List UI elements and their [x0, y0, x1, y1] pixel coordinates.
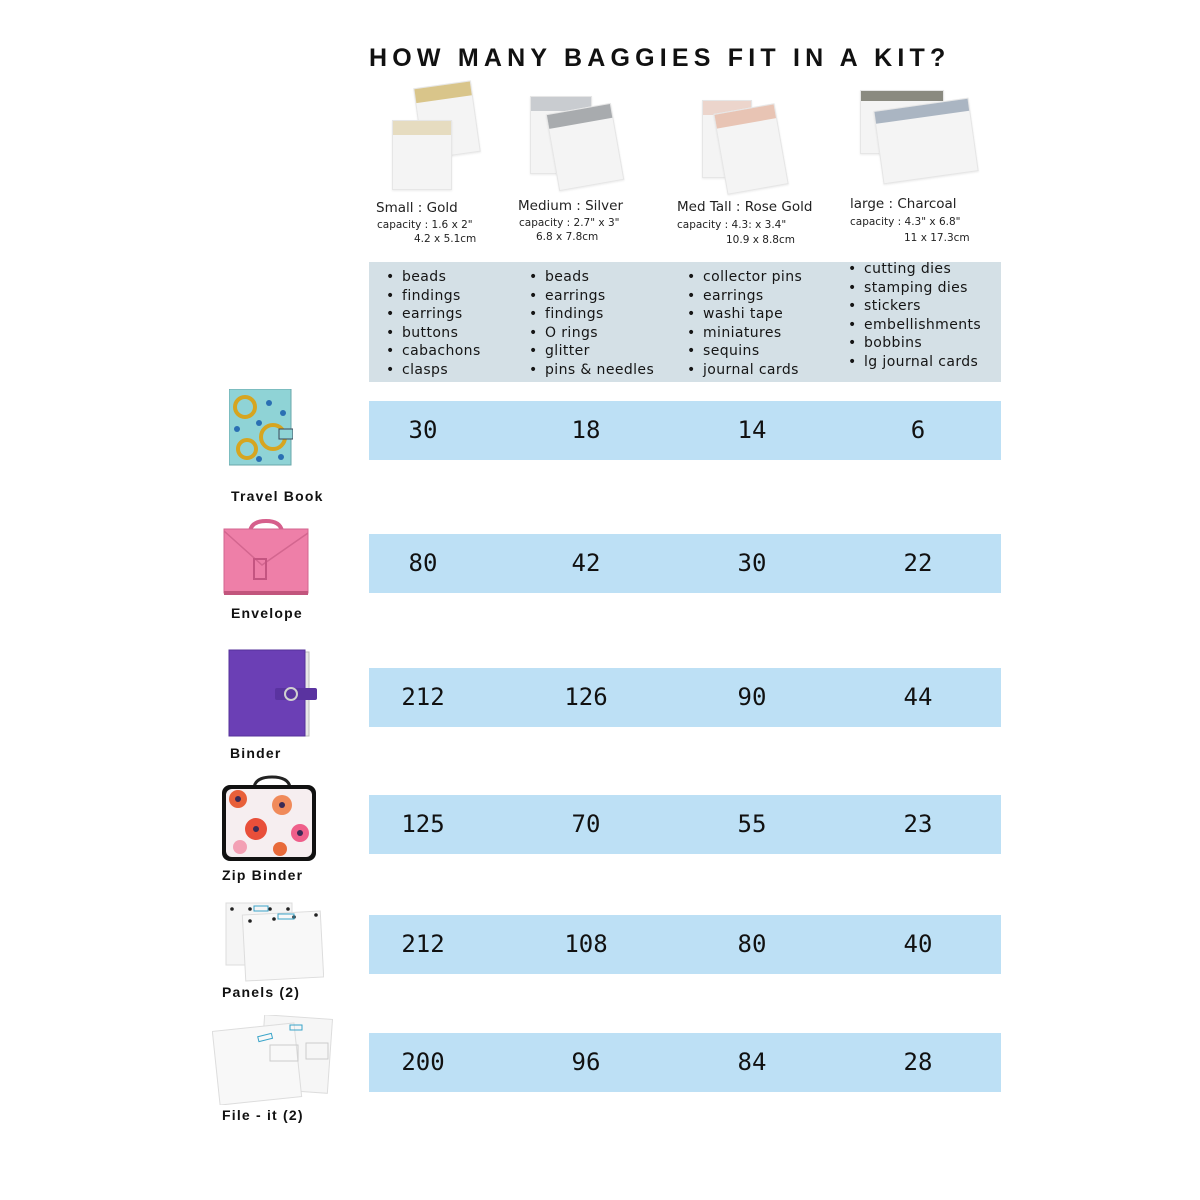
cell-value: 55: [737, 810, 767, 838]
list-item: • stamping dies: [848, 279, 981, 298]
cell-value: 96: [571, 1048, 601, 1076]
cell-value: 80: [408, 549, 438, 577]
bag-metric: 4.2 x 5.1cm: [414, 233, 477, 245]
file-it-image: [212, 1015, 334, 1105]
table-row: [369, 401, 1001, 460]
bag-capacity: capacity : 2.7" x 3": [519, 217, 620, 229]
kit-label: Travel Book: [231, 488, 324, 504]
kit-label: Panels (2): [222, 984, 301, 1000]
list-item: • collector pins: [687, 268, 802, 287]
small-gold-bag-image: [390, 84, 485, 194]
bag-metric: 6.8 x 7.8cm: [536, 231, 599, 243]
list-item: • findings: [386, 287, 481, 306]
list-item: • findings: [529, 305, 654, 324]
list-item: • sequins: [687, 342, 802, 361]
med-tall-rose-gold-bag-image: [700, 98, 800, 194]
cell-value: 44: [903, 683, 933, 711]
cell-value: 80: [737, 930, 767, 958]
page-title: HOW MANY BAGGIES FIT IN A KIT?: [369, 44, 951, 72]
table-row: [369, 795, 1001, 854]
bag-name: large : Charcoal: [850, 196, 957, 212]
envelope-image: [222, 519, 310, 599]
list-item: • pins & needles: [529, 361, 654, 380]
list-item: • journal cards: [687, 361, 802, 380]
items-list-medium-silver: [529, 268, 654, 379]
list-item: • clasps: [386, 361, 481, 380]
cell-value: 200: [401, 1048, 445, 1076]
cell-value: 70: [571, 810, 601, 838]
cell-value: 212: [401, 930, 445, 958]
cell-value: 28: [903, 1048, 933, 1076]
bag-capacity: capacity : 4.3: x 3.4": [677, 219, 787, 231]
list-item: • buttons: [386, 324, 481, 343]
kit-label: Binder: [230, 745, 282, 761]
kit-label: Envelope: [231, 605, 303, 621]
cell-value: 18: [571, 416, 601, 444]
cell-value: 22: [903, 549, 933, 577]
cell-value: 6: [910, 416, 926, 444]
bag-metric: 10.9 x 8.8cm: [726, 234, 795, 246]
bag-name: Small : Gold: [376, 200, 458, 216]
table-row: [369, 534, 1001, 593]
cell-value: 23: [903, 810, 933, 838]
travel-book-image: [229, 389, 293, 467]
cell-value: 125: [401, 810, 445, 838]
list-item: • cutting dies: [848, 260, 981, 279]
items-list-large-charcoal: [848, 260, 981, 371]
bag-capacity: capacity : 1.6 x 2": [377, 219, 473, 231]
cell-value: 30: [737, 549, 767, 577]
cell-value: 40: [903, 930, 933, 958]
list-item: • O rings: [529, 324, 654, 343]
cell-value: 108: [564, 930, 608, 958]
bag-name: Med Tall : Rose Gold: [677, 199, 813, 215]
items-list-small-gold: [386, 268, 481, 379]
items-list-med-tall-rose-gold: [687, 268, 802, 379]
bag-metric: 11 x 17.3cm: [904, 232, 970, 244]
bag-capacity: capacity : 4.3" x 6.8": [850, 216, 961, 228]
list-item: • miniatures: [687, 324, 802, 343]
cell-value: 126: [564, 683, 608, 711]
list-item: • earrings: [687, 287, 802, 306]
list-item: • embellishments: [848, 316, 981, 335]
cell-value: 42: [571, 549, 601, 577]
medium-silver-bag-image: [528, 94, 628, 194]
binder-image: [227, 648, 319, 740]
kit-label: File - it (2): [222, 1107, 304, 1123]
cell-value: 90: [737, 683, 767, 711]
table-row: [369, 915, 1001, 974]
list-item: • cabachons: [386, 342, 481, 361]
kit-label: Zip Binder: [222, 867, 304, 883]
cell-value: 84: [737, 1048, 767, 1076]
bag-name: Medium : Silver: [518, 198, 624, 214]
list-item: • glitter: [529, 342, 654, 361]
list-item: • earrings: [529, 287, 654, 306]
table-row: [369, 668, 1001, 727]
cell-value: 30: [408, 416, 438, 444]
large-charcoal-bag-image: [858, 88, 978, 193]
cell-value: 212: [401, 683, 445, 711]
list-item: • beads: [386, 268, 481, 287]
list-item: • earrings: [386, 305, 481, 324]
cell-value: 14: [737, 416, 767, 444]
list-item: • beads: [529, 268, 654, 287]
zip-binder-image: [220, 775, 318, 865]
list-item: • stickers: [848, 297, 981, 316]
panels-image: [224, 899, 324, 983]
list-item: • bobbins: [848, 334, 981, 353]
list-item: • lg journal cards: [848, 353, 981, 372]
list-item: • washi tape: [687, 305, 802, 324]
table-row: [369, 1033, 1001, 1092]
